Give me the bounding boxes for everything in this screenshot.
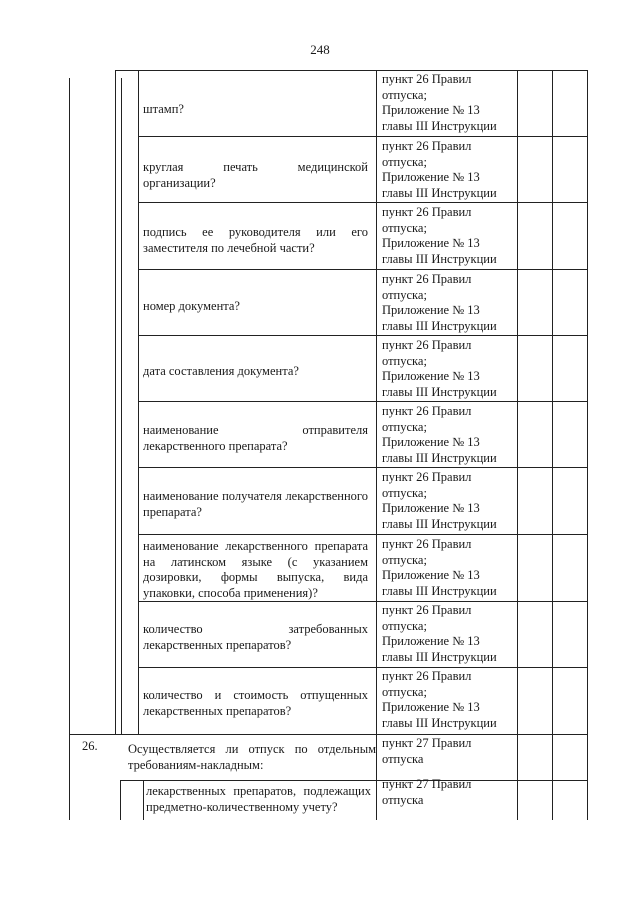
col-question-left-sub [120,780,121,820]
item-26-number: 26. [82,739,98,753]
item-26-sub-question: лекарственных препаратов, подлежащих предметно-количественному учету? [146,784,371,814]
row-7-question: наименование получателя лекарственного препарата? [143,489,368,519]
row-5-reference: пункт 26 Правил отпуска; Приложение № 13 главы III Инструкции [382,338,497,399]
row-4-reference: пункт 26 Правил отпуска; Приложение № 13 главы III Инструкции [382,272,497,333]
row-8-question: наименование лекарственного препарата на латинском языке (с указанием дозировки, формы выпуска, вида упаковки, способа применения)? [143,539,368,600]
item-26-reference: пункт 27 Правил отпуска [382,736,472,766]
row-8-reference: пункт 26 Правил отпуска; Приложение № 13 главы III Инструкции [382,537,497,598]
row-divider [138,335,587,336]
row-4-question: номер документа? [143,299,240,313]
row-divider [138,269,587,270]
col-question-left-sub2 [143,780,144,820]
row-10-reference: пункт 26 Правил отпуска; Приложение № 13 главы III Инструкции [382,669,497,730]
row-9-reference: пункт 26 Правил отпуска; Приложение № 13 главы III Инструкции [382,603,497,664]
row-divider [138,401,587,402]
row-divider [138,136,587,137]
row-divider [138,202,587,203]
table-left-border [69,78,70,820]
row-divider [138,601,587,602]
row-2-reference: пункт 26 Правил отпуска; Приложение № 13 главы III Инструкции [382,139,497,200]
item26-top-border [69,734,587,735]
row-3-reference: пункт 26 Правил отпуска; Приложение № 13 главы III Инструкции [382,205,497,266]
row-top-border [115,70,587,71]
col-mark-divider [552,70,553,820]
row-divider [138,667,587,668]
col-sub-border-a [115,70,116,735]
row-2-question: круглая печать медицинской организации? [143,160,368,190]
row-7-reference: пункт 26 Правил отпуска; Приложение № 13 главы III Инструкции [382,470,497,531]
row-1-question: штамп? [143,102,184,116]
item-26-question: Осуществляется ли отпуск по отдельным требованиям-накладным: [128,742,376,772]
table-right-border [587,70,588,820]
col-ref-left [376,70,377,820]
item26-sub-border [120,780,587,781]
col-sub-border-b [121,78,122,735]
row-5-question: дата составления документа? [143,364,299,378]
col-ref-right [517,70,518,820]
row-10-question: количество и стоимость отпущенных лекарственных препаратов? [143,688,368,718]
row-6-question: наименование отправителя лекарственного препарата? [143,423,368,453]
row-6-reference: пункт 26 Правил отпуска; Приложение № 13 главы III Инструкции [382,404,497,465]
row-divider [138,534,587,535]
item-26-sub-reference: пункт 27 Правил отпуска [382,777,472,807]
col-question-left [138,70,139,735]
row-1-reference: пункт 26 Правил отпуска; Приложение № 13 главы III Инструкции [382,72,497,133]
row-9-question: количество затребованных лекарственных препаратов? [143,622,368,652]
row-divider [138,467,587,468]
page-number: 248 [310,42,330,57]
row-3-question: подпись ее руководителя или его заместителя по лечебной части? [143,225,368,255]
